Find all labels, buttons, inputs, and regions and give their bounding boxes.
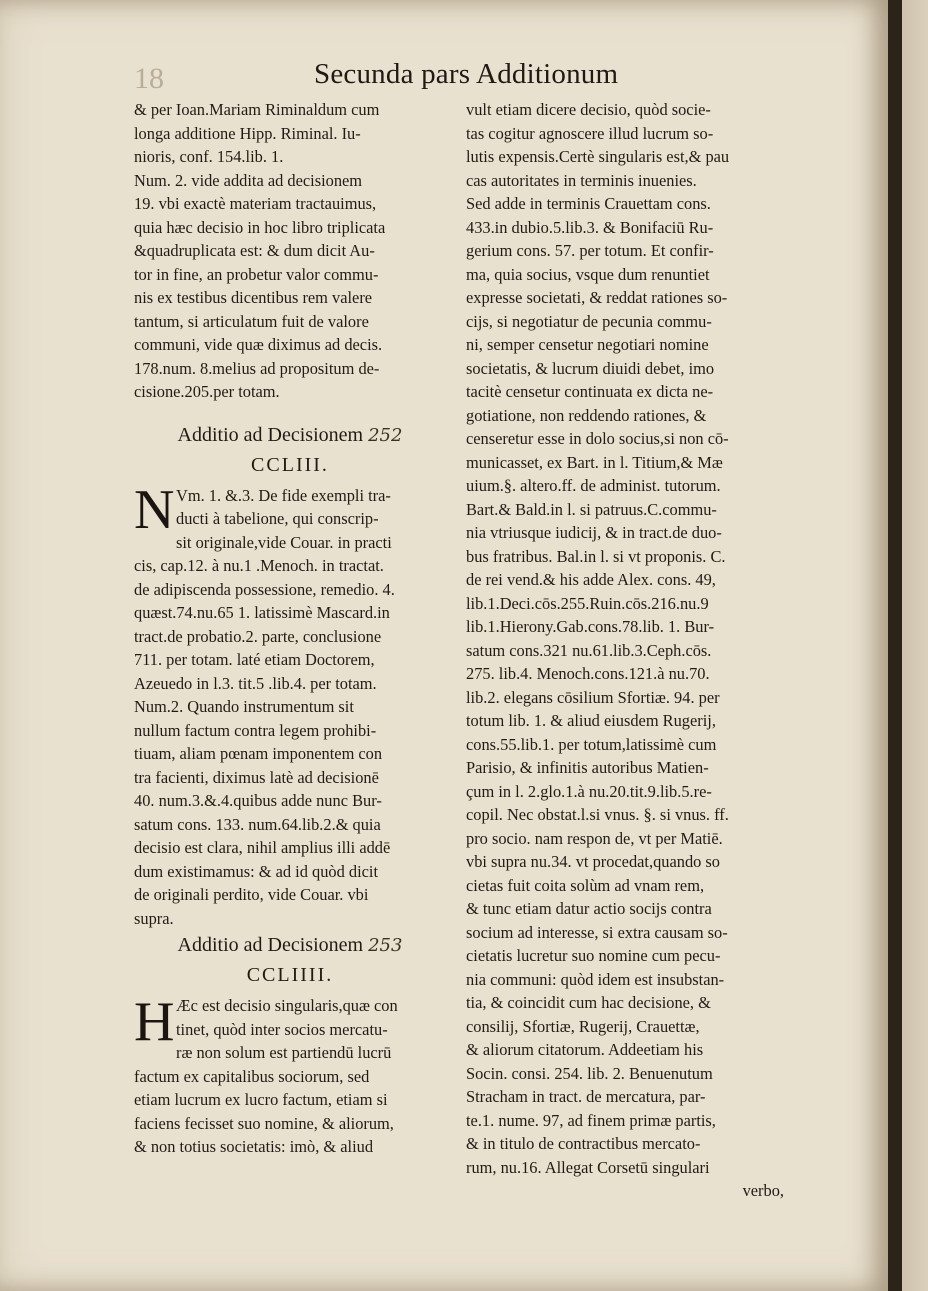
text-line: tas cogitur agnoscere illud lucrum so- [466,123,714,143]
subheading-roman-254: CCLIIII. [246,964,334,986]
text-line: Num.2. Quando instrumentum sit [134,697,354,716]
left-block-1 [134,98,446,404]
text-line: ni, semper censetur negotiari nomine [466,335,709,354]
text-line: cis, cap.12. à nu.1 .Menoch. in tractat. [134,556,384,575]
text-line: censeretur esse in dolo socius,si non cō- [466,429,729,448]
text-line: dum existimamus: & ad id quòd dicit [134,861,379,881]
initial-block-h [134,991,446,1065]
text-line: etiam lucrum ex lucro factum, etiam si [134,1090,388,1109]
text-line: Socin. consi. 254. lib. 2. Benuenutum [466,1063,713,1083]
running-head: Secunda pars Additionum [314,58,619,90]
text-line: Stracham in tract. de mercatura, par- [466,1087,706,1106]
text-line: de adipiscenda possessione, remedio. 4. [134,579,395,599]
text-line: ræ non solum est partiendū lucrū [176,1043,392,1062]
text-line: expresse societati, & reddat rationes so- [466,288,728,307]
left-column [134,98,446,1159]
text-line: cijs, si negotiatur de pecunia commu- [466,311,712,331]
left-block-2 [134,554,446,930]
text-line: quæst.74.nu.65 1. latissimè Mascard.in [134,603,390,622]
text-line: supra. [134,908,174,928]
text-line: lib.1.Hierony.Gab.cons.78.lib. 1. Bur- [466,617,715,636]
text-line: quia hæc decisio in hoc libro triplicata [134,217,386,237]
text-line: tor in fine, an probetur valor commu- [134,264,379,284]
text-line: nia communi: quòd idem est insubstan- [466,969,725,989]
text-line: 275. lib.4. Menoch.cons.121.à nu.70. [466,664,710,683]
text-line: Æc est decisio singularis,quæ con [176,996,398,1015]
text-line: factum ex capitalibus sociorum, sed [134,1066,370,1086]
text-line: çum in l. 2.glo.1.à nu.20.tit.9.lib.5.re- [466,781,712,801]
text-line: socium ad interesse, si extra causam so- [466,922,728,942]
text-line: Vm. 1. &.3. De fide exempli tra- [176,485,391,505]
text-line: totum lib. 1. & aliud eiusdem Rugerij, [466,711,716,730]
text-line: tinet, quòd inter socios mercatu- [176,1019,388,1039]
right-column [466,98,784,1203]
text-line: gerium cons. 57. per totum. Et confir- [466,241,714,260]
text-line: Sed adde in terminis Crauettam cons. [466,194,711,213]
text-line: 178.num. 8.melius ad propositum de- [134,358,380,378]
text-line: lib.1.Deci.cōs.255.Ruin.cōs.216.nu.9 [466,593,709,613]
text-line: gotiatione, non reddendo rationes, & [466,405,707,425]
text-line: pro socio. nam respon de, vt per Matiē. [466,828,723,848]
text-line: rum, nu.16. Allegat Corsetū singulari [466,1157,710,1177]
text-line: Bart.& Bald.in l. si patruus.C.commu- [466,499,717,519]
text-line: & aliorum citatorum. Addeetiam his [466,1040,704,1059]
text-line: tra facienti, diximus latè ad decisionē [134,767,379,787]
initial-lines [134,478,446,555]
text-line: 40. num.3.&.4.quibus adde nunc Bur- [134,791,382,810]
facing-page-edge [888,0,928,1291]
text-line: consilij, Sfortiæ, Rugerij, Crauettæ, [466,1016,700,1036]
text-line: uium.§. altero.ff. de administ. tutorum. [466,476,721,495]
text-line: sit originale,vide Couar. in practi [176,532,392,552]
handwritten-annotation: 252 [368,424,403,446]
text-line: nis ex testibus dicentibus rem valere [134,288,373,307]
initial-block-n [134,478,446,555]
initial-lines [134,991,446,1065]
text-line: vbi supra nu.34. vt procedat,quando so [466,852,721,871]
left-block-3 [134,1065,446,1159]
text-line: & non totius societatis: imò, & aliud [134,1137,374,1156]
text-line: &quadruplicata est: & dum dicit Au- [134,241,375,260]
right-block [466,98,784,1179]
text-line: communi, vide quæ diximus ad decis. [134,335,383,354]
text-line: satum cons.321 nu.61.lib.3.Ceph.cōs. [466,640,712,660]
text-line: & per Ioan.Mariam Riminaldum cum [134,100,380,119]
text-line: tiuam, aliam pœnam imponentem con [134,744,383,763]
text-line: cisione.205.per totam. [134,382,280,401]
text-line: ma, quia socius, vsque dum renuntiet [466,264,710,284]
folio-number: 18 [134,62,164,95]
text-line: Num. 2. vide addita ad decisionem [134,170,363,190]
heading-text: Additio ad Decisionem [177,423,364,446]
text-line: cons.55.lib.1. per totum,latissimè cum [466,734,717,754]
text-line: tantum, si articulatum fuit de valore [134,311,369,331]
text-line: Parisio, & infinitis autoribus Matien- [466,758,709,777]
text-line: nullum factum contra legem prohibi- [134,720,377,740]
text-line: lutis expensis.Certè singularis est,& pau [466,147,730,166]
text-line: te.1. nume. 97, ad finem primæ partis, [466,1110,716,1130]
text-line: de originali perdito, vide Couar. vbi [134,885,369,904]
text-line: nia vtriusque iudicij, & in tract.de duo- [466,523,722,542]
text-line: 433.in dubio.5.lib.3. & Bonifaciū Ru- [466,217,714,237]
text-line: cas autoritates in terminis inuenies. [466,170,697,190]
text-line: Azeuedo in l.3. tit.5 .lib.4. per totam. [134,673,377,693]
text-line: municasset, ex Bart. in l. Titium,& Mæ [466,452,723,472]
text-line: nioris, conf. 154.lib. 1. [134,147,284,166]
text-line: copil. Nec obstat.l.si vnus. §. si vnus. ff. [466,805,729,824]
heading-text: Additio ad Decisionem [177,934,364,956]
text-line: 19. vbi exactè materiam tractauimus, [134,194,377,213]
subheading-roman-253: CCLIII. [251,453,329,476]
text-line: faciens fecisset suo nomine, & aliorum, [134,1113,394,1133]
text-line: 711. per totam. laté etiam Doctorem, [134,650,375,669]
text-line: satum cons. 133. num.64.lib.2.& quia [134,814,381,834]
heading-decision-252 [134,420,446,450]
heading-decision-253 [134,930,446,960]
text-line: tia, & coincidit cum hac decisione, & [466,993,711,1012]
handwritten-annotation: 253 [368,935,403,956]
text-line: vult etiam dicere decisio, quòd socie- [466,100,711,119]
text-line: lib.2. elegans cōsilium Sfortiæ. 94. per [466,687,720,707]
drop-cap-initial: N [134,478,175,541]
text-line: cietatis lucretur suo nomine cum pecu- [466,946,721,965]
text-line: & in titulo de contractibus mercato- [466,1134,701,1153]
text-line: bus fratribus. Bal.in l. si vt proponis. C. [466,546,726,566]
drop-cap-initial: H [134,991,175,1053]
text-line: societatis, & lucrum diuidi debet, imo [466,358,715,378]
text-line: cietas fuit coita solùm ad vnam rem, [466,875,705,895]
catchword: verbo, [742,1181,784,1200]
text-line: tract.de probatio.2. parte, conclusione [134,626,382,646]
text-line: & tunc etiam datur actio socijs contra [466,899,712,918]
text-line: de rei vend.& his adde Alex. cons. 49, [466,570,716,589]
text-line: tacitè censetur continuata ex dicta ne- [466,382,714,401]
text-line: decisio est clara, nihil amplius illi addē [134,838,391,857]
text-line: longa additione Hipp. Riminal. Iu- [134,123,361,143]
text-line: ducti à tabelione, qui conscrip- [176,509,379,528]
